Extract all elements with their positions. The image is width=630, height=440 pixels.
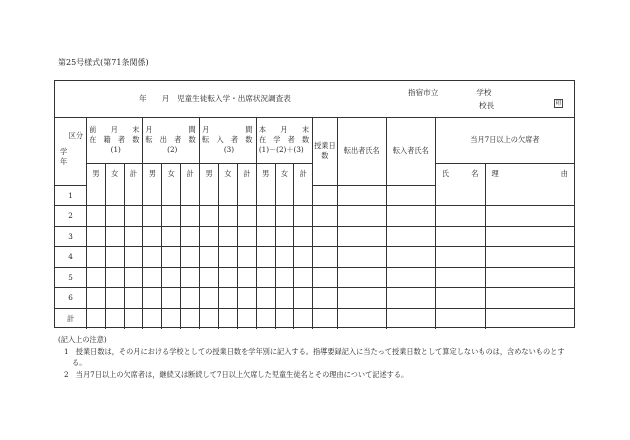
table-cell (485, 308, 574, 329)
table-cell (294, 226, 313, 247)
table-cell (162, 267, 181, 288)
table-cell (219, 267, 238, 288)
table-cell (162, 247, 181, 268)
table-cell (435, 267, 485, 288)
transferred-in-header (200, 117, 257, 163)
transferred-in-num: (3) (223, 144, 235, 154)
table-cell (181, 185, 200, 206)
table-cell (219, 247, 238, 268)
table-cell (435, 226, 485, 247)
table-cell (485, 288, 574, 309)
table-row (55, 267, 574, 288)
table-cell (200, 288, 219, 309)
table-cell (200, 267, 219, 288)
table-cell (143, 206, 162, 227)
table-cell (435, 185, 485, 206)
table-cell (105, 226, 124, 247)
table-cell (143, 288, 162, 309)
table-cell (256, 308, 275, 329)
table-cell (162, 206, 181, 227)
table-cell (237, 206, 256, 227)
table-cell (435, 288, 485, 309)
prev-male-header: 男 (87, 163, 106, 185)
note-item-2: 2 当月7日以上の欠席者は，継続又は断続して7日以上欠席した児童生徒名とその理由について記述する。 (64, 369, 409, 379)
document-title: 年 月 児童生徒転入学・出席状況調査表 (139, 94, 291, 103)
table-cell (162, 226, 181, 247)
table-cell (237, 247, 256, 268)
table-cell (337, 308, 386, 329)
form-number-header: 第25号様式(第71条関係) (58, 58, 149, 67)
table-cell (237, 185, 256, 206)
table-row (55, 288, 574, 309)
table-cell (181, 226, 200, 247)
cur-male-header: 男 (256, 163, 275, 185)
table-cell (87, 288, 106, 309)
table-cell (162, 308, 181, 329)
table-cell (124, 206, 143, 227)
title-row (55, 81, 574, 118)
table-cell (87, 267, 106, 288)
table-cell (256, 288, 275, 309)
transferred-in-label: 月 間転 入 者 数 (202, 124, 253, 144)
table-cell (435, 206, 485, 227)
grade-row-label: 1 (55, 185, 87, 206)
table-cell (275, 288, 294, 309)
table-cell (219, 288, 238, 309)
absent-name-header: 氏 名 (435, 163, 485, 185)
grade-row-label: 計 (55, 308, 87, 329)
table-cell (181, 288, 200, 309)
table-cell (124, 247, 143, 268)
table-cell (256, 247, 275, 268)
out-names-header: 転出者氏名 (337, 117, 386, 185)
in-female-header: 女 (219, 163, 238, 185)
table-cell (105, 288, 124, 309)
prev-month-enrolled-header (87, 117, 143, 163)
table-cell (200, 226, 219, 247)
grade-row-label: 6 (55, 288, 87, 309)
table-cell (105, 267, 124, 288)
table-body (55, 185, 574, 329)
table-cell (219, 308, 238, 329)
in-names-header: 転入者氏名 (386, 117, 435, 185)
table-cell (313, 288, 338, 309)
table-cell (386, 206, 435, 227)
school-days-header: 授業日数 (313, 117, 338, 185)
table-cell (313, 267, 338, 288)
table-cell (237, 288, 256, 309)
table-cell (162, 288, 181, 309)
table-cell (275, 206, 294, 227)
table-cell (219, 226, 238, 247)
survey-table (55, 117, 574, 329)
table-cell (313, 247, 338, 268)
table-cell (256, 267, 275, 288)
table-cell (219, 206, 238, 227)
table-cell (386, 288, 435, 309)
transferred-out-header (143, 117, 200, 163)
table-cell (386, 308, 435, 329)
table-cell (200, 206, 219, 227)
table-cell (386, 247, 435, 268)
prev-month-enrolled-label: 前 月 末在 籍 者 数 (89, 124, 140, 144)
table-cell (485, 267, 574, 288)
table-cell (181, 206, 200, 227)
table-cell (87, 206, 106, 227)
table-cell (313, 226, 338, 247)
table-cell (313, 206, 338, 227)
table-cell (181, 247, 200, 268)
kubun-header-cell (55, 117, 87, 185)
table-cell (435, 308, 485, 329)
table-cell (294, 267, 313, 288)
table-row (55, 247, 574, 268)
table-cell (313, 308, 338, 329)
table-cell (143, 247, 162, 268)
table-cell (337, 288, 386, 309)
table-cell (181, 267, 200, 288)
table-cell (143, 267, 162, 288)
out-total-header: 計 (181, 163, 200, 185)
table-cell (143, 308, 162, 329)
table-cell (256, 206, 275, 227)
absent-reason-header: 理 由 (485, 163, 574, 185)
notes-section (58, 334, 578, 380)
table-cell (237, 308, 256, 329)
cur-total-header: 計 (294, 163, 313, 185)
table-cell (386, 267, 435, 288)
grade-row-label: 3 (55, 226, 87, 247)
table-cell (237, 267, 256, 288)
table-cell (105, 247, 124, 268)
table-cell (386, 226, 435, 247)
table-cell (485, 247, 574, 268)
in-total-header: 計 (237, 163, 256, 185)
table-cell (87, 185, 106, 206)
table-cell (485, 226, 574, 247)
table-cell (294, 288, 313, 309)
header-row-1 (55, 117, 574, 163)
table-cell (275, 308, 294, 329)
prev-month-enrolled-num: (1) (110, 144, 121, 154)
transferred-out-num: (2) (167, 144, 178, 154)
prev-female-header: 女 (105, 163, 124, 185)
table-cell (275, 247, 294, 268)
table-cell (124, 185, 143, 206)
table-cell (313, 185, 338, 206)
absent-header: 当月7日以上の欠席者 (435, 117, 574, 163)
out-male-header: 男 (143, 163, 162, 185)
table-cell (337, 185, 386, 206)
table-cell (200, 308, 219, 329)
grade-row-label: 2 (55, 206, 87, 227)
out-female-header: 女 (162, 163, 181, 185)
table-cell (294, 247, 313, 268)
notes-heading: (記入上の注意) (58, 335, 107, 344)
table-cell (87, 308, 106, 329)
table-cell (143, 185, 162, 206)
table-cell (294, 206, 313, 227)
table-row (55, 206, 574, 227)
table-cell (200, 247, 219, 268)
table-row (55, 185, 574, 206)
table-cell (256, 185, 275, 206)
table-cell (237, 226, 256, 247)
table-cell (181, 308, 200, 329)
table-cell (162, 185, 181, 206)
table-cell (87, 247, 106, 268)
table-cell (337, 206, 386, 227)
table-cell (219, 185, 238, 206)
table-cell (275, 226, 294, 247)
table-cell (337, 247, 386, 268)
seal-box: 印 (555, 100, 562, 107)
grade-label: 学年 (60, 147, 68, 166)
table-row (55, 226, 574, 247)
table-cell (124, 226, 143, 247)
note-item-1: 1 授業日数は，その月における学校としての授業日数を学年別に記入する。指導要録記入に当たって授業日数として算定しないものは，含めないものとする。 (64, 346, 565, 367)
table-cell (87, 226, 106, 247)
principal-label: 校長 (479, 101, 495, 110)
grade-row-label: 4 (55, 247, 87, 268)
table-cell (124, 267, 143, 288)
in-male-header: 男 (200, 163, 219, 185)
survey-form (54, 80, 575, 328)
table-cell (294, 185, 313, 206)
table-cell (124, 288, 143, 309)
table-cell (386, 185, 435, 206)
table-cell (337, 226, 386, 247)
table-cell (256, 226, 275, 247)
table-cell (124, 308, 143, 329)
table-cell (200, 185, 219, 206)
table-cell (275, 267, 294, 288)
table-cell (105, 308, 124, 329)
table-row (55, 308, 574, 329)
table-cell (143, 226, 162, 247)
kubun-label: 区分 (68, 131, 84, 140)
cur-female-header: 女 (275, 163, 294, 185)
prev-total-header: 計 (124, 163, 143, 185)
table-cell (485, 185, 574, 206)
transferred-out-label: 月 間転 出 者 数 (145, 124, 196, 144)
table-cell (337, 267, 386, 288)
current-enrolled-header: 本 月 末在 学 者 数(1)－(2)＋(3) (256, 117, 312, 163)
table-cell (294, 308, 313, 329)
table-cell (105, 206, 124, 227)
grade-row-label: 5 (55, 267, 87, 288)
table-cell (105, 185, 124, 206)
table-cell (435, 247, 485, 268)
table-cell (275, 185, 294, 206)
table-cell (485, 206, 574, 227)
school-label: 指宿市立 学校 (408, 88, 492, 97)
